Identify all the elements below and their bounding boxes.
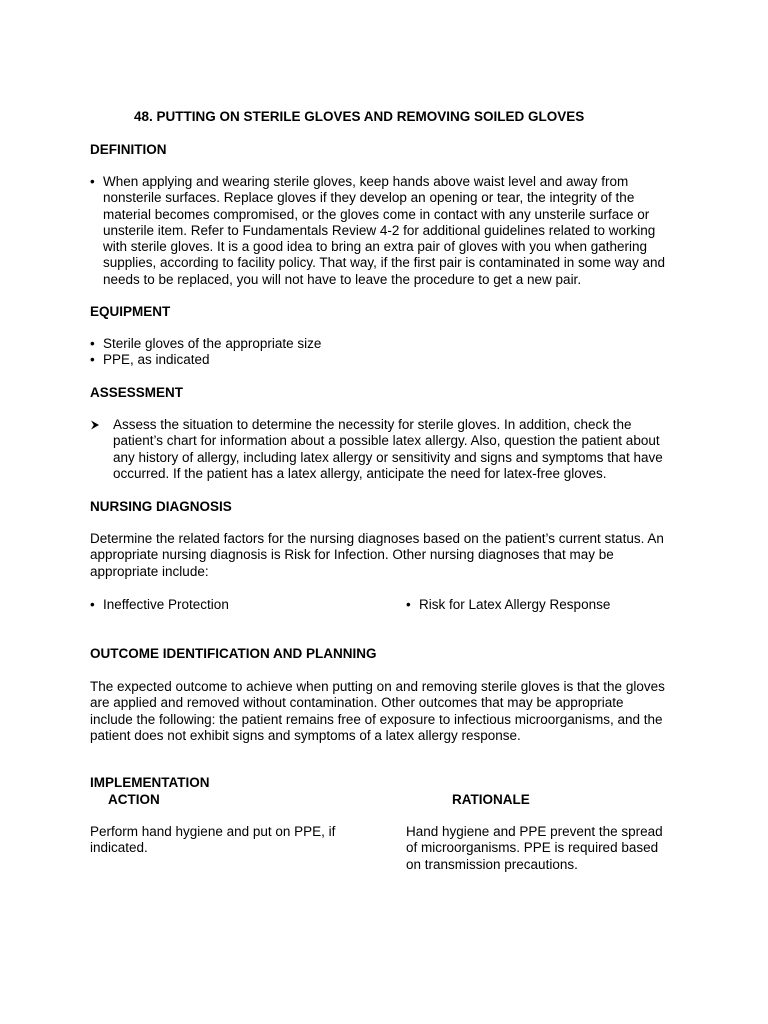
rationale-cell [406, 824, 663, 873]
text-line: appropriate include: [90, 563, 209, 579]
arrow-icon [90, 420, 100, 430]
text-line: unsterile item. Refer to Fundamentals Review 4-2 for additional guidelines related to working [103, 222, 656, 238]
list-item-text: Ineffective Protection [103, 597, 229, 612]
list-item-text: Risk for Latex Allergy Response [419, 597, 611, 612]
text-line: supplies, according to facility policy. That way, if the first pair is contaminated in some way and [103, 255, 666, 271]
text-line: of microorganisms. PPE is required based [406, 840, 659, 856]
text-line: patient’s chart for information about a possible latex allergy. Also, question the patient about [113, 433, 660, 449]
text-line: Assess the situation to determine the necessity for sterile gloves. In addition, check the [113, 417, 632, 432]
assessment-paragraph [113, 417, 663, 482]
arrow-bullet-icon [90, 417, 106, 433]
outcome-heading: OUTCOME IDENTIFICATION AND PLANNING [90, 646, 377, 661]
text-line: with sterile gloves. It is a good idea to bring an extra pair of gloves with you when gathering [103, 239, 648, 255]
text-line: material becomes compromised, or the gloves come in contact with any unsterile surface or [103, 206, 650, 222]
list-item-text: Sterile gloves of the appropriate size [103, 336, 322, 351]
action-cell [90, 824, 335, 857]
definition-paragraph [103, 174, 665, 288]
definition-bullet-marker: • [90, 174, 95, 189]
text-line: nonsterile surfaces. Replace gloves if they develop an opening or tear, the integrity of the [103, 190, 635, 206]
equipment-heading: EQUIPMENT [90, 304, 171, 319]
definition-heading: DEFINITION [90, 142, 167, 157]
text-line: Perform hand hygiene and put on PPE, if [90, 824, 336, 839]
text-line: include the following: the patient remains free of exposure to infectious microorganisms, and the [90, 711, 663, 727]
text-line: indicated. [90, 840, 148, 856]
rationale-column-heading: RATIONALE [452, 792, 530, 807]
action-column-heading: ACTION [108, 792, 160, 807]
list-item-text: PPE, as indicated [103, 352, 210, 367]
bullet-marker: • [406, 597, 411, 612]
assessment-heading: ASSESSMENT [90, 385, 184, 400]
text-line: appropriate nursing diagnosis is Risk for Infection. Other nursing diagnoses that may be [90, 547, 614, 563]
bullet-marker: • [90, 597, 95, 612]
bullet-marker: • [90, 352, 95, 367]
bullet-marker: • [90, 336, 95, 351]
text-line: needs to be replaced, you will not have to leave the procedure to get a new pair. [103, 271, 582, 287]
text-line: The expected outcome to achieve when putting on and removing sterile gloves is that the gloves [90, 679, 665, 694]
text-line: Determine the related factors for the nursing diagnoses based on the patient’s current status. An [90, 531, 664, 546]
text-line: When applying and wearing sterile gloves, keep hands above waist level and away from [103, 174, 629, 189]
text-line: on transmission precautions. [406, 856, 578, 872]
text-line: Hand hygiene and PPE prevent the spread [406, 824, 663, 839]
outcome-paragraph [90, 679, 665, 744]
text-line: are applied and removed without contamination. Other outcomes that may be appropriate [90, 695, 624, 711]
nursing-diagnosis-heading: NURSING DIAGNOSIS [90, 499, 232, 514]
nursing-diagnosis-paragraph [90, 531, 664, 580]
implementation-heading: IMPLEMENTATION [90, 775, 210, 790]
text-line: any history of allergy, including latex allergy or sensitivity and signs and symptoms that have [113, 449, 663, 465]
document-title: 48. PUTTING ON STERILE GLOVES AND REMOVING SOILED GLOVES [134, 109, 585, 124]
text-line: patient does not exhibit signs and symptoms of a latex allergy response. [90, 727, 521, 743]
text-line: occurred. If the patient has a latex allergy, anticipate the need for latex-free gloves. [113, 465, 607, 481]
